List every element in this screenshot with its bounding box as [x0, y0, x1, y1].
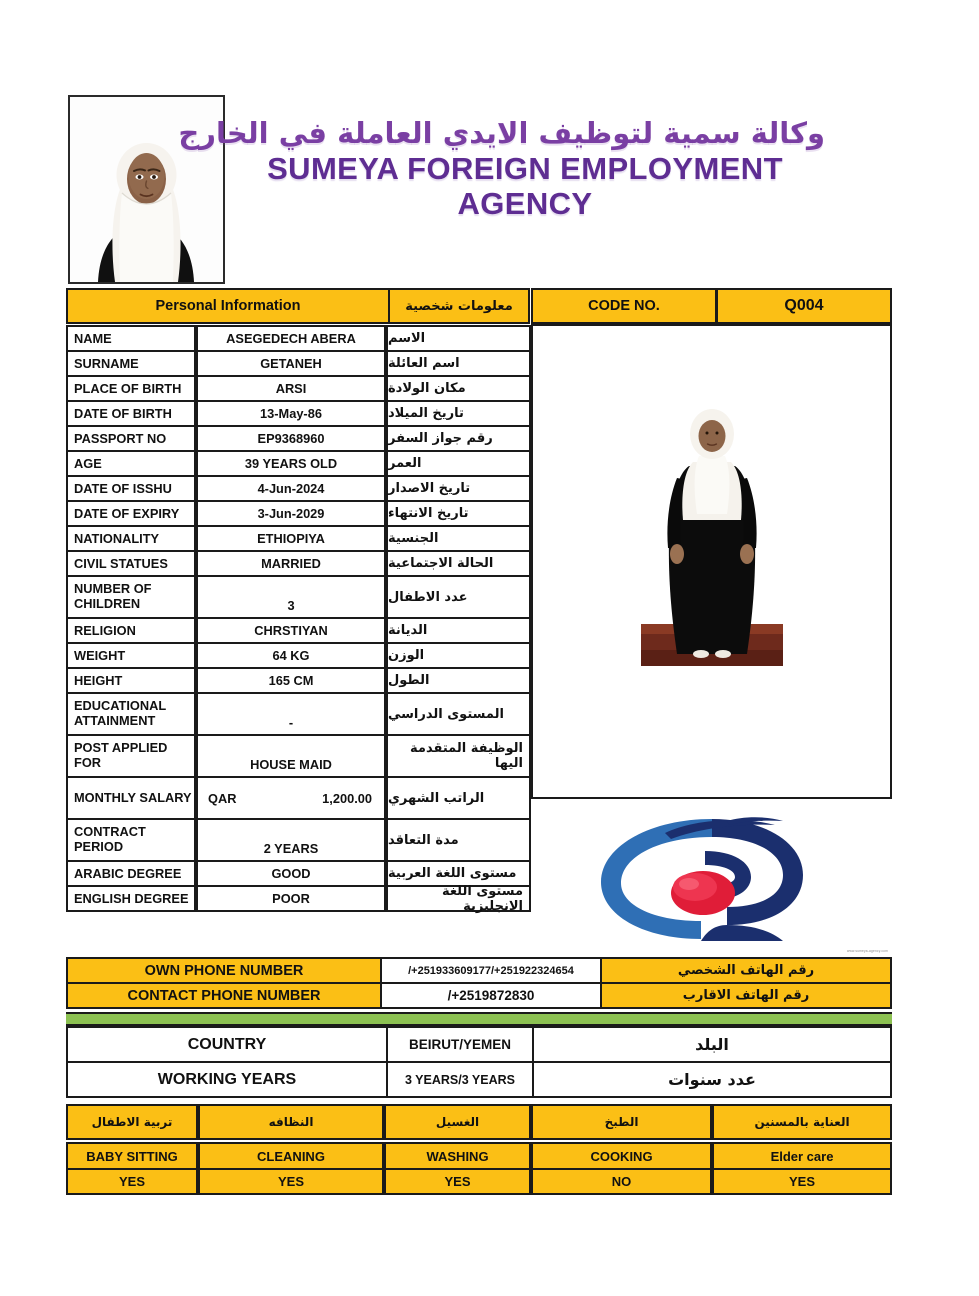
skill-label-english: COOKING [531, 1142, 712, 1170]
country-row-label: WORKING YEARS [66, 1061, 388, 1098]
salary-currency: QAR [208, 790, 237, 806]
personal-information-header [66, 288, 390, 324]
green-divider-bar [66, 1012, 892, 1026]
personal-row-value: 165 CM [196, 667, 386, 694]
personal-row-value: MARRIED [196, 550, 386, 577]
full-body-illustration [637, 378, 787, 678]
agency-logo-panel [531, 801, 892, 956]
agency-title-english-line1: SUMEYA FOREIGN EMPLOYMENT [267, 151, 783, 187]
personal-row-label: DATE OF ISSHU [66, 475, 196, 502]
personal-information-header-arabic [388, 288, 530, 324]
personal-row-value: 2 YEARS [196, 818, 386, 862]
phone-row-label: OWN PHONE NUMBER [66, 957, 382, 984]
personal-row-label-arabic: الجنسية [386, 525, 531, 552]
agency-title-arabic: وكالة سمية لتوظيف الايدي العاملة في الخارج [178, 116, 825, 150]
monthly-salary-value [196, 776, 386, 820]
personal-row-label: PLACE OF BIRTH [66, 375, 196, 402]
personal-row-label: NATIONALITY [66, 525, 196, 552]
document-header [0, 0, 979, 286]
skill-answer: YES [384, 1168, 531, 1195]
personal-row-label: EDUCATIONAL ATTAINMENT [66, 692, 196, 736]
personal-information-label-arabic: معلومات شخصية [405, 298, 513, 314]
phone-row-value: /+251933609177/+251922324654 [380, 957, 602, 984]
personal-row-label: MONTHLY SALARY [66, 776, 196, 820]
personal-row-label-arabic: المستوى الدراسي [386, 692, 531, 736]
personal-row-value: - [196, 692, 386, 736]
agency-title-block [178, 116, 825, 222]
personal-row-value: GOOD [196, 860, 386, 887]
country-row-label: COUNTRY [66, 1026, 388, 1063]
country-row-label-arabic: البلد [532, 1026, 892, 1063]
code-no-label: CODE NO. [588, 298, 660, 314]
personal-row-label: DATE OF BIRTH [66, 400, 196, 427]
personal-row-label: ARABIC DEGREE [66, 860, 196, 887]
personal-row-value: ARSI [196, 375, 386, 402]
personal-row-label: CIVIL STATUES [66, 550, 196, 577]
code-no-value-cell [716, 288, 892, 324]
personal-row-label-arabic: الوظيفة المتقدمة اليها [386, 734, 531, 778]
personal-row-label: NAME [66, 325, 196, 352]
personal-row-value: 39 YEARS OLD [196, 450, 386, 477]
skill-answer: YES [712, 1168, 892, 1195]
code-no-header [531, 288, 717, 324]
personal-row-value: 64 KG [196, 642, 386, 669]
agency-title-english-line2: AGENCY [457, 186, 593, 222]
personal-row-value: ASEGEDECH ABERA [196, 325, 386, 352]
personal-row-value: ETHIOPIYA [196, 525, 386, 552]
skill-label-arabic: الطبخ [531, 1104, 712, 1140]
skill-label-arabic: الغسيل [384, 1104, 531, 1140]
personal-row-label: AGE [66, 450, 196, 477]
personal-row-label: RELIGION [66, 617, 196, 644]
personal-row-label: POST APPLIED FOR [66, 734, 196, 778]
personal-row-value: GETANEH [196, 350, 386, 377]
country-row-value: BEIRUT/YEMEN [386, 1026, 534, 1063]
personal-row-label-arabic: عدد الاطفال [386, 575, 531, 619]
logo-credit-text: www.sumeya-agency.com [847, 949, 888, 953]
personal-row-value: 13-May-86 [196, 400, 386, 427]
personal-row-value: 3-Jun-2029 [196, 500, 386, 527]
personal-row-label-arabic: الطول [386, 667, 531, 694]
skill-answer: YES [66, 1168, 198, 1195]
country-row-label-arabic: عدد سنوات [532, 1061, 892, 1098]
phone-row-label-arabic: رقم الهاتف الاقارب [600, 982, 892, 1009]
personal-row-value: EP9368960 [196, 425, 386, 452]
skill-label-english: BABY SITTING [66, 1142, 198, 1170]
personal-row-label-arabic: مكان الولادة [386, 375, 531, 402]
personal-row-label-arabic: رقم جواز السفر [386, 425, 531, 452]
country-row-value: 3 YEARS/3 YEARS [386, 1061, 534, 1098]
personal-row-label: WEIGHT [66, 642, 196, 669]
personal-row-value: HOUSE MAID [196, 734, 386, 778]
personal-row-label-arabic: الديانة [386, 617, 531, 644]
skill-label-english: CLEANING [198, 1142, 384, 1170]
personal-row-label-arabic: الراتب الشهري [386, 776, 531, 820]
personal-row-label-arabic: مستوى اللغة العربية [386, 860, 531, 887]
personal-row-value: POOR [196, 885, 386, 912]
personal-row-label: ENGLISH DEGREE [66, 885, 196, 912]
skill-answer: NO [531, 1168, 712, 1195]
personal-row-label-arabic: اسم العائلة [386, 350, 531, 377]
personal-row-label: CONTRACT PERIOD [66, 818, 196, 862]
personal-row-value: 4-Jun-2024 [196, 475, 386, 502]
agency-title-english [225, 152, 825, 221]
phone-row-label-arabic: رقم الهاتف الشخصي [600, 957, 892, 984]
personal-row-label-arabic: العمر [386, 450, 531, 477]
personal-row-value: 3 [196, 575, 386, 619]
skill-label-english: WASHING [384, 1142, 531, 1170]
personal-row-label-arabic: مستوى اللغة الانجليزية [386, 885, 531, 912]
personal-row-label: HEIGHT [66, 667, 196, 694]
personal-row-label-arabic: تاريخ الانتهاء [386, 500, 531, 527]
personal-row-label-arabic: الحالة الاجتماعية [386, 550, 531, 577]
phone-row-label: CONTACT PHONE NUMBER [66, 982, 382, 1009]
skill-label-english: Elder care [712, 1142, 892, 1170]
personal-row-label-arabic: الوزن [386, 642, 531, 669]
skill-label-arabic: تربية الاطفال [66, 1104, 198, 1140]
personal-row-label: PASSPORT NO [66, 425, 196, 452]
phone-row-value: /+2519872830 [380, 982, 602, 1009]
salary-amount: 1,200.00 [322, 790, 372, 806]
personal-row-label: SURNAME [66, 350, 196, 377]
personal-row-label-arabic: مدة التعاقد [386, 818, 531, 862]
personal-row-value: CHRSTIYAN [196, 617, 386, 644]
personal-row-label-arabic: تاريخ الاصدار [386, 475, 531, 502]
personal-information-label: Personal Information [155, 298, 301, 314]
personal-row-label: DATE OF EXPIRY [66, 500, 196, 527]
agency-logo-icon [577, 807, 847, 947]
skill-label-arabic: النظافه [198, 1104, 384, 1140]
skill-answer: YES [198, 1168, 384, 1195]
personal-row-label-arabic: تاريخ الميلاد [386, 400, 531, 427]
personal-row-label-arabic: الاسم [386, 325, 531, 352]
applicant-full-body-photo [531, 324, 892, 799]
code-no-value: Q004 [784, 297, 824, 314]
personal-row-label: NUMBER OF CHILDREN [66, 575, 196, 619]
skill-label-arabic: العناية بالمسنين [712, 1104, 892, 1140]
